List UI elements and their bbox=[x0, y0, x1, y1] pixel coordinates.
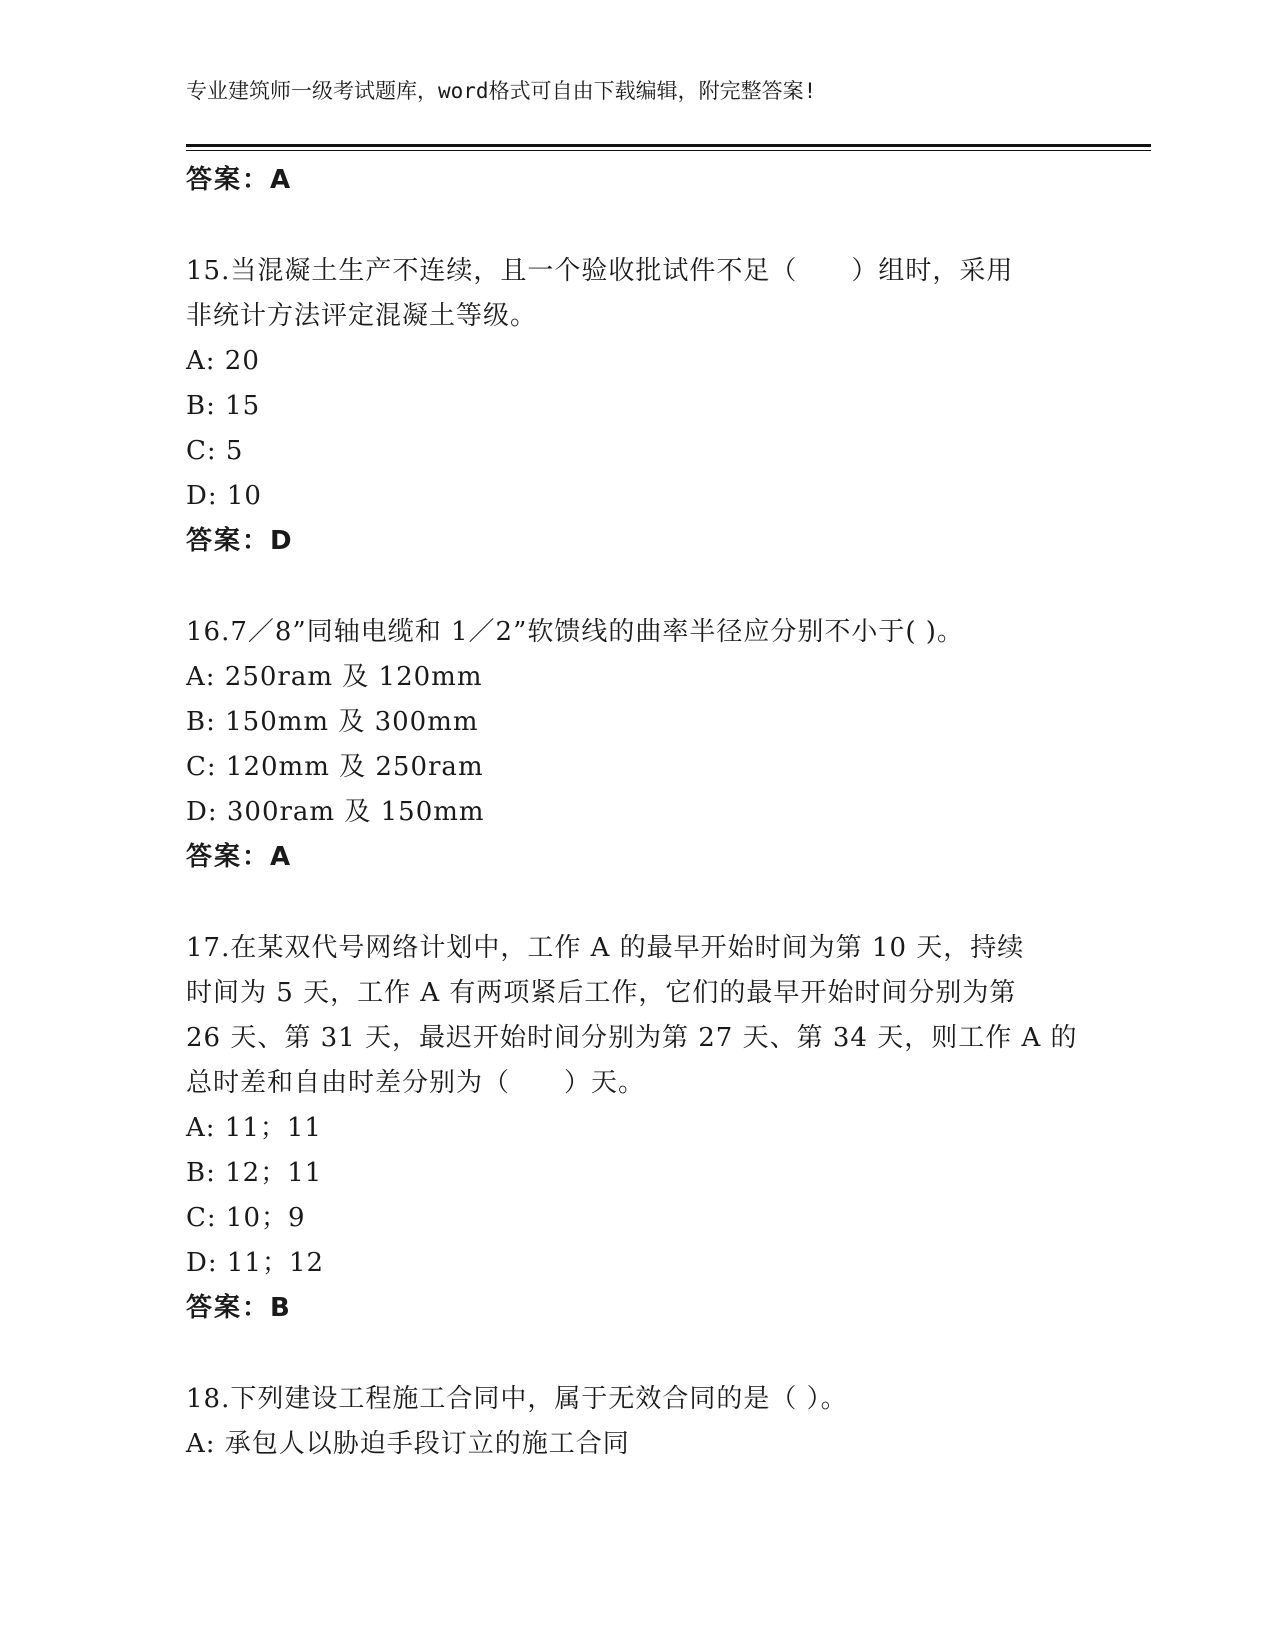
question-block bbox=[186, 610, 1086, 880]
question-text: 非统计方法评定混凝土等级。 bbox=[186, 301, 538, 331]
option-c: C: 5 bbox=[186, 436, 244, 466]
option-d: D: 11；12 bbox=[186, 1248, 325, 1278]
question-text: 15.当混凝土生产不连续，且一个验收批试件不足（ ）组时，采用 bbox=[186, 256, 1014, 286]
option-b: B: 12；11 bbox=[186, 1158, 323, 1188]
question-text: 26 天、第 31 天，最迟开始时间分别为第 27 天、第 34 天，则工作 A 的 bbox=[186, 1023, 1078, 1053]
option-c: C: 120mm 及 250ram bbox=[186, 752, 484, 782]
question-text: 17.在某双代号网络计划中，工作 A 的最早开始时间为第 10 天，持续 bbox=[186, 933, 1025, 963]
question-text: 总时差和自由时差分别为（ ）天。 bbox=[186, 1068, 646, 1098]
option-d: D: 10 bbox=[186, 481, 262, 511]
option-a: A: 20 bbox=[186, 346, 260, 376]
question-block bbox=[186, 1377, 1086, 1467]
question-text: 18.下列建设工程施工合同中，属于无效合同的是（ ）。 bbox=[186, 1384, 848, 1414]
option-a: A: 250ram 及 120mm bbox=[186, 662, 483, 692]
answer-line: 答案：D bbox=[186, 526, 294, 556]
question-text: 时间为 5 天，工作 A 有两项紧后工作，它们的最早开始时间分别为第 bbox=[186, 978, 1017, 1008]
question-block bbox=[186, 158, 1086, 203]
option-b: B: 15 bbox=[186, 391, 261, 421]
question-block bbox=[186, 926, 1086, 1331]
option-d: D: 300ram 及 150mm bbox=[186, 797, 485, 827]
header-rule-thin bbox=[186, 150, 1151, 151]
page-header: 专业建筑师一级考试题库，word格式可自由下载编辑，附完整答案! bbox=[186, 79, 817, 103]
question-block bbox=[186, 249, 1086, 564]
answer-line: 答案：A bbox=[186, 165, 293, 195]
question-text: 16.7／8”同轴电缆和 1／2”软馈线的曲率半径应分别不小于( )。 bbox=[186, 617, 964, 647]
option-a: A: 11；11 bbox=[186, 1113, 322, 1143]
answer-line: 答案：B bbox=[186, 1293, 292, 1323]
question-list bbox=[186, 158, 1086, 1467]
option-b: B: 150mm 及 300mm bbox=[186, 707, 479, 737]
option-a: A: 承包人以胁迫手段订立的施工合同 bbox=[186, 1429, 630, 1459]
option-c: C: 10；9 bbox=[186, 1203, 306, 1233]
answer-line: 答案：A bbox=[186, 842, 293, 872]
header-rule-thick bbox=[186, 144, 1151, 147]
